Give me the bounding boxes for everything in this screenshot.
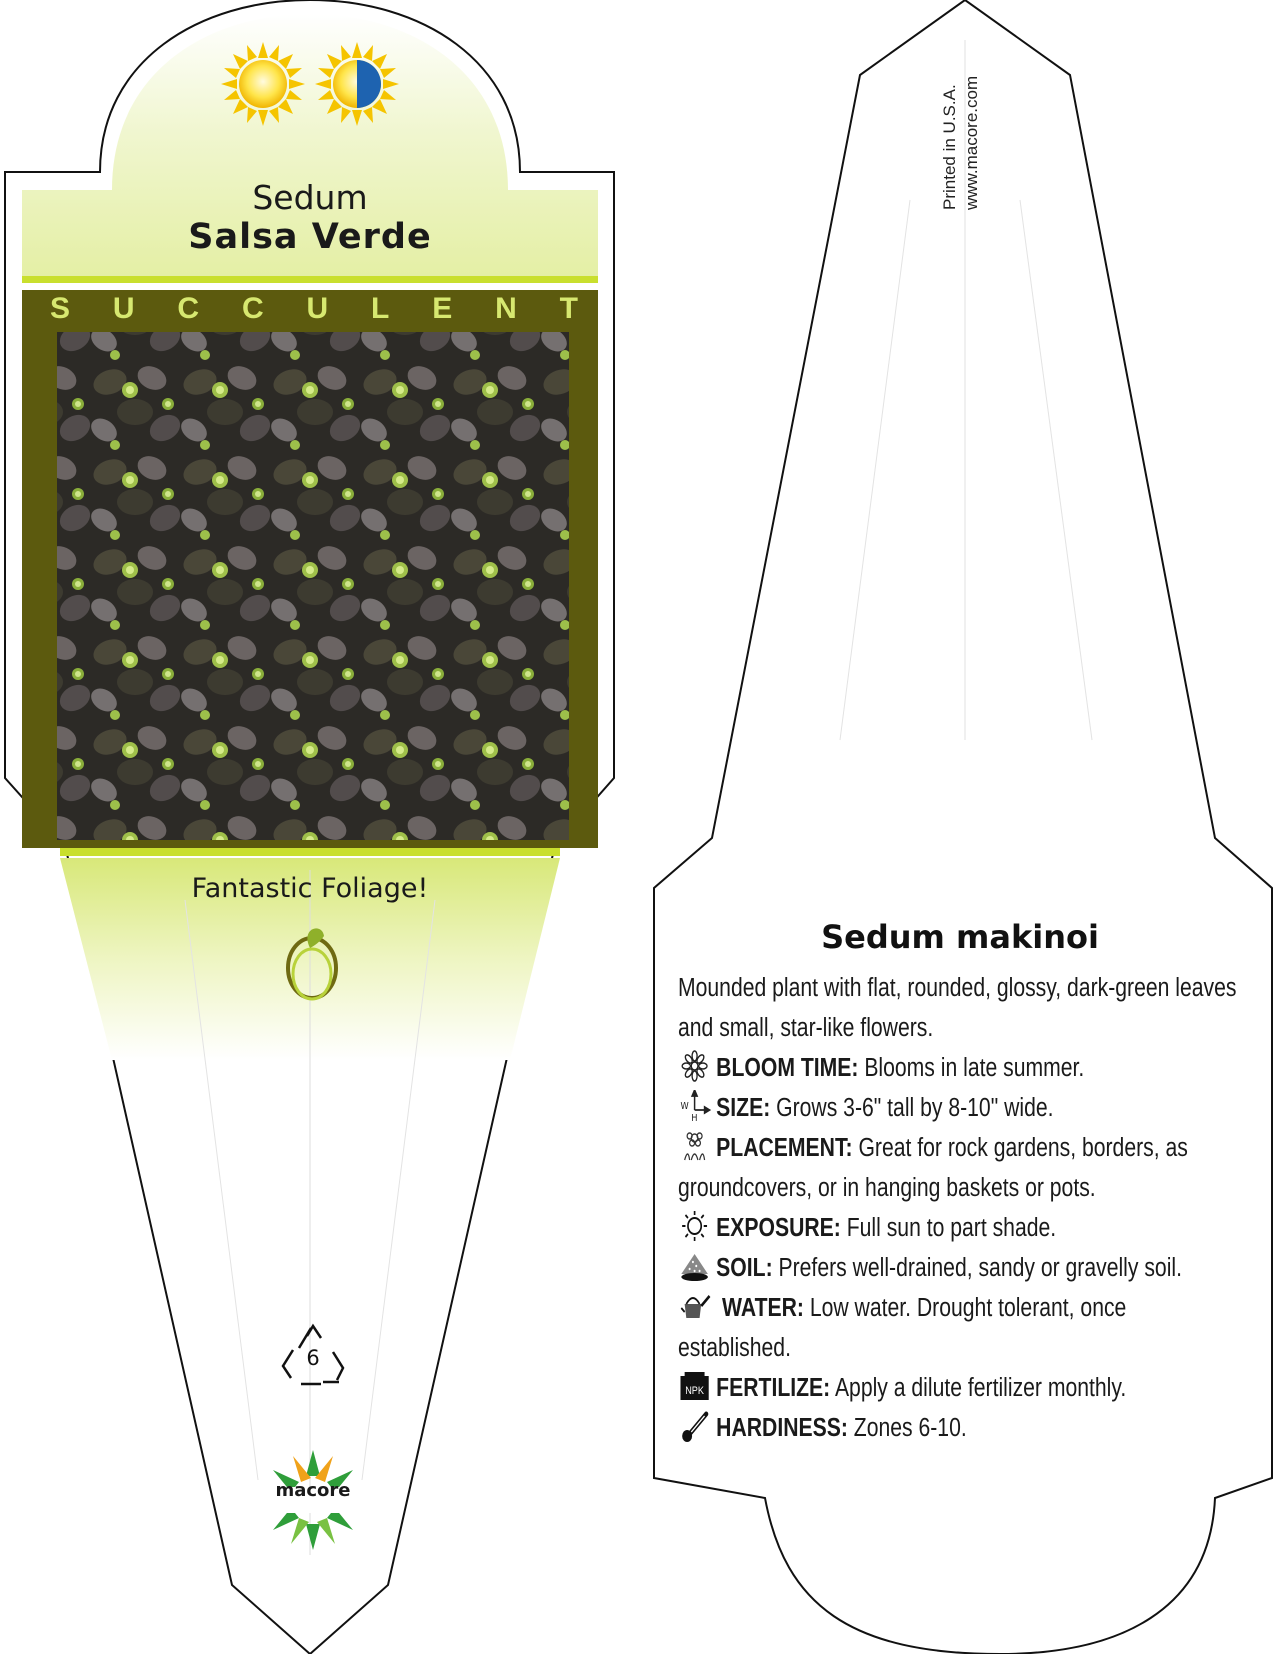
recycle-number: 6: [306, 1346, 320, 1370]
genus-name: Sedum: [252, 178, 368, 217]
care-row: [678, 1128, 1238, 1208]
description: Mounded plant with flat, rounded, glossy, dark-green leaves and small, star-like flowers.: [678, 974, 1237, 1042]
part-shade-icon: [315, 42, 399, 126]
category-letter: T: [559, 292, 578, 325]
care-label: FERTILIZE:: [716, 1374, 831, 1402]
category-letter: L: [371, 292, 390, 325]
care-row: [678, 1208, 1238, 1248]
watering-can-icon: [678, 1290, 711, 1322]
cultivar-name: Salsa Verde: [188, 217, 432, 257]
care-row: [678, 1288, 1238, 1368]
care-label: SOIL:: [716, 1254, 773, 1282]
printed-in: Printed in U.S.A.: [940, 84, 959, 210]
category-letter: E: [432, 292, 453, 325]
category-letter: U: [306, 292, 329, 325]
category-letter: C: [177, 292, 200, 325]
care-label: WATER:: [716, 1294, 804, 1322]
svg-text:NPK: NPK: [685, 1385, 704, 1398]
care-row: [678, 1368, 1238, 1408]
size-icon: [678, 1090, 711, 1122]
category-letter: N: [495, 292, 517, 325]
scientific-name: Sedum makinoi: [821, 918, 1099, 956]
care-info: [678, 968, 1238, 1448]
category-label: [22, 292, 606, 332]
care-row: [678, 1248, 1238, 1288]
placement-icon: [678, 1130, 711, 1162]
website: www.macore.com: [962, 75, 981, 210]
care-label: EXPOSURE:: [716, 1214, 841, 1242]
flower-icon: [678, 1050, 711, 1082]
care-text: Great for rock gardens, borders, as groundcovers, or in hanging baskets or pots.: [678, 1134, 1188, 1202]
full-sun-icon: [221, 42, 305, 126]
category-letter: S: [50, 292, 71, 325]
care-label: SIZE:: [716, 1094, 771, 1122]
npk-icon: [678, 1370, 711, 1402]
svg-text:W: W: [680, 1100, 689, 1113]
care-text: Blooms in late summer.: [858, 1054, 1085, 1082]
soil-icon: [678, 1250, 711, 1282]
category-letter: U: [112, 292, 135, 325]
care-text: Full sun to part shade.: [840, 1214, 1057, 1242]
care-text: Prefers well-drained, sandy or gravelly soil.: [772, 1254, 1182, 1282]
print-info: [940, 50, 984, 220]
care-text: Low water. Drought tolerant, once established.: [678, 1294, 1127, 1362]
care-text: Zones 6-10.: [847, 1414, 967, 1442]
care-row: [678, 1048, 1238, 1088]
plant-photo: [57, 332, 569, 840]
care-row: [678, 1088, 1238, 1128]
care-label: HARDINESS:: [716, 1414, 848, 1442]
svg-text:H: H: [691, 1112, 698, 1122]
sun-outline-icon: [678, 1210, 711, 1242]
care-row: [678, 1408, 1238, 1448]
care-text: Apply a dilute fertilizer monthly.: [830, 1374, 1127, 1402]
category-letter: C: [241, 292, 264, 325]
tagline: Fantastic Foliage!: [191, 873, 429, 904]
care-label: PLACEMENT:: [716, 1134, 853, 1162]
thermometer-icon: [678, 1410, 711, 1442]
care-text: Grows 3-6" tall by 8-10" wide.: [770, 1094, 1054, 1122]
brand-name: macore: [275, 1480, 351, 1501]
care-label: BLOOM TIME:: [716, 1054, 859, 1082]
